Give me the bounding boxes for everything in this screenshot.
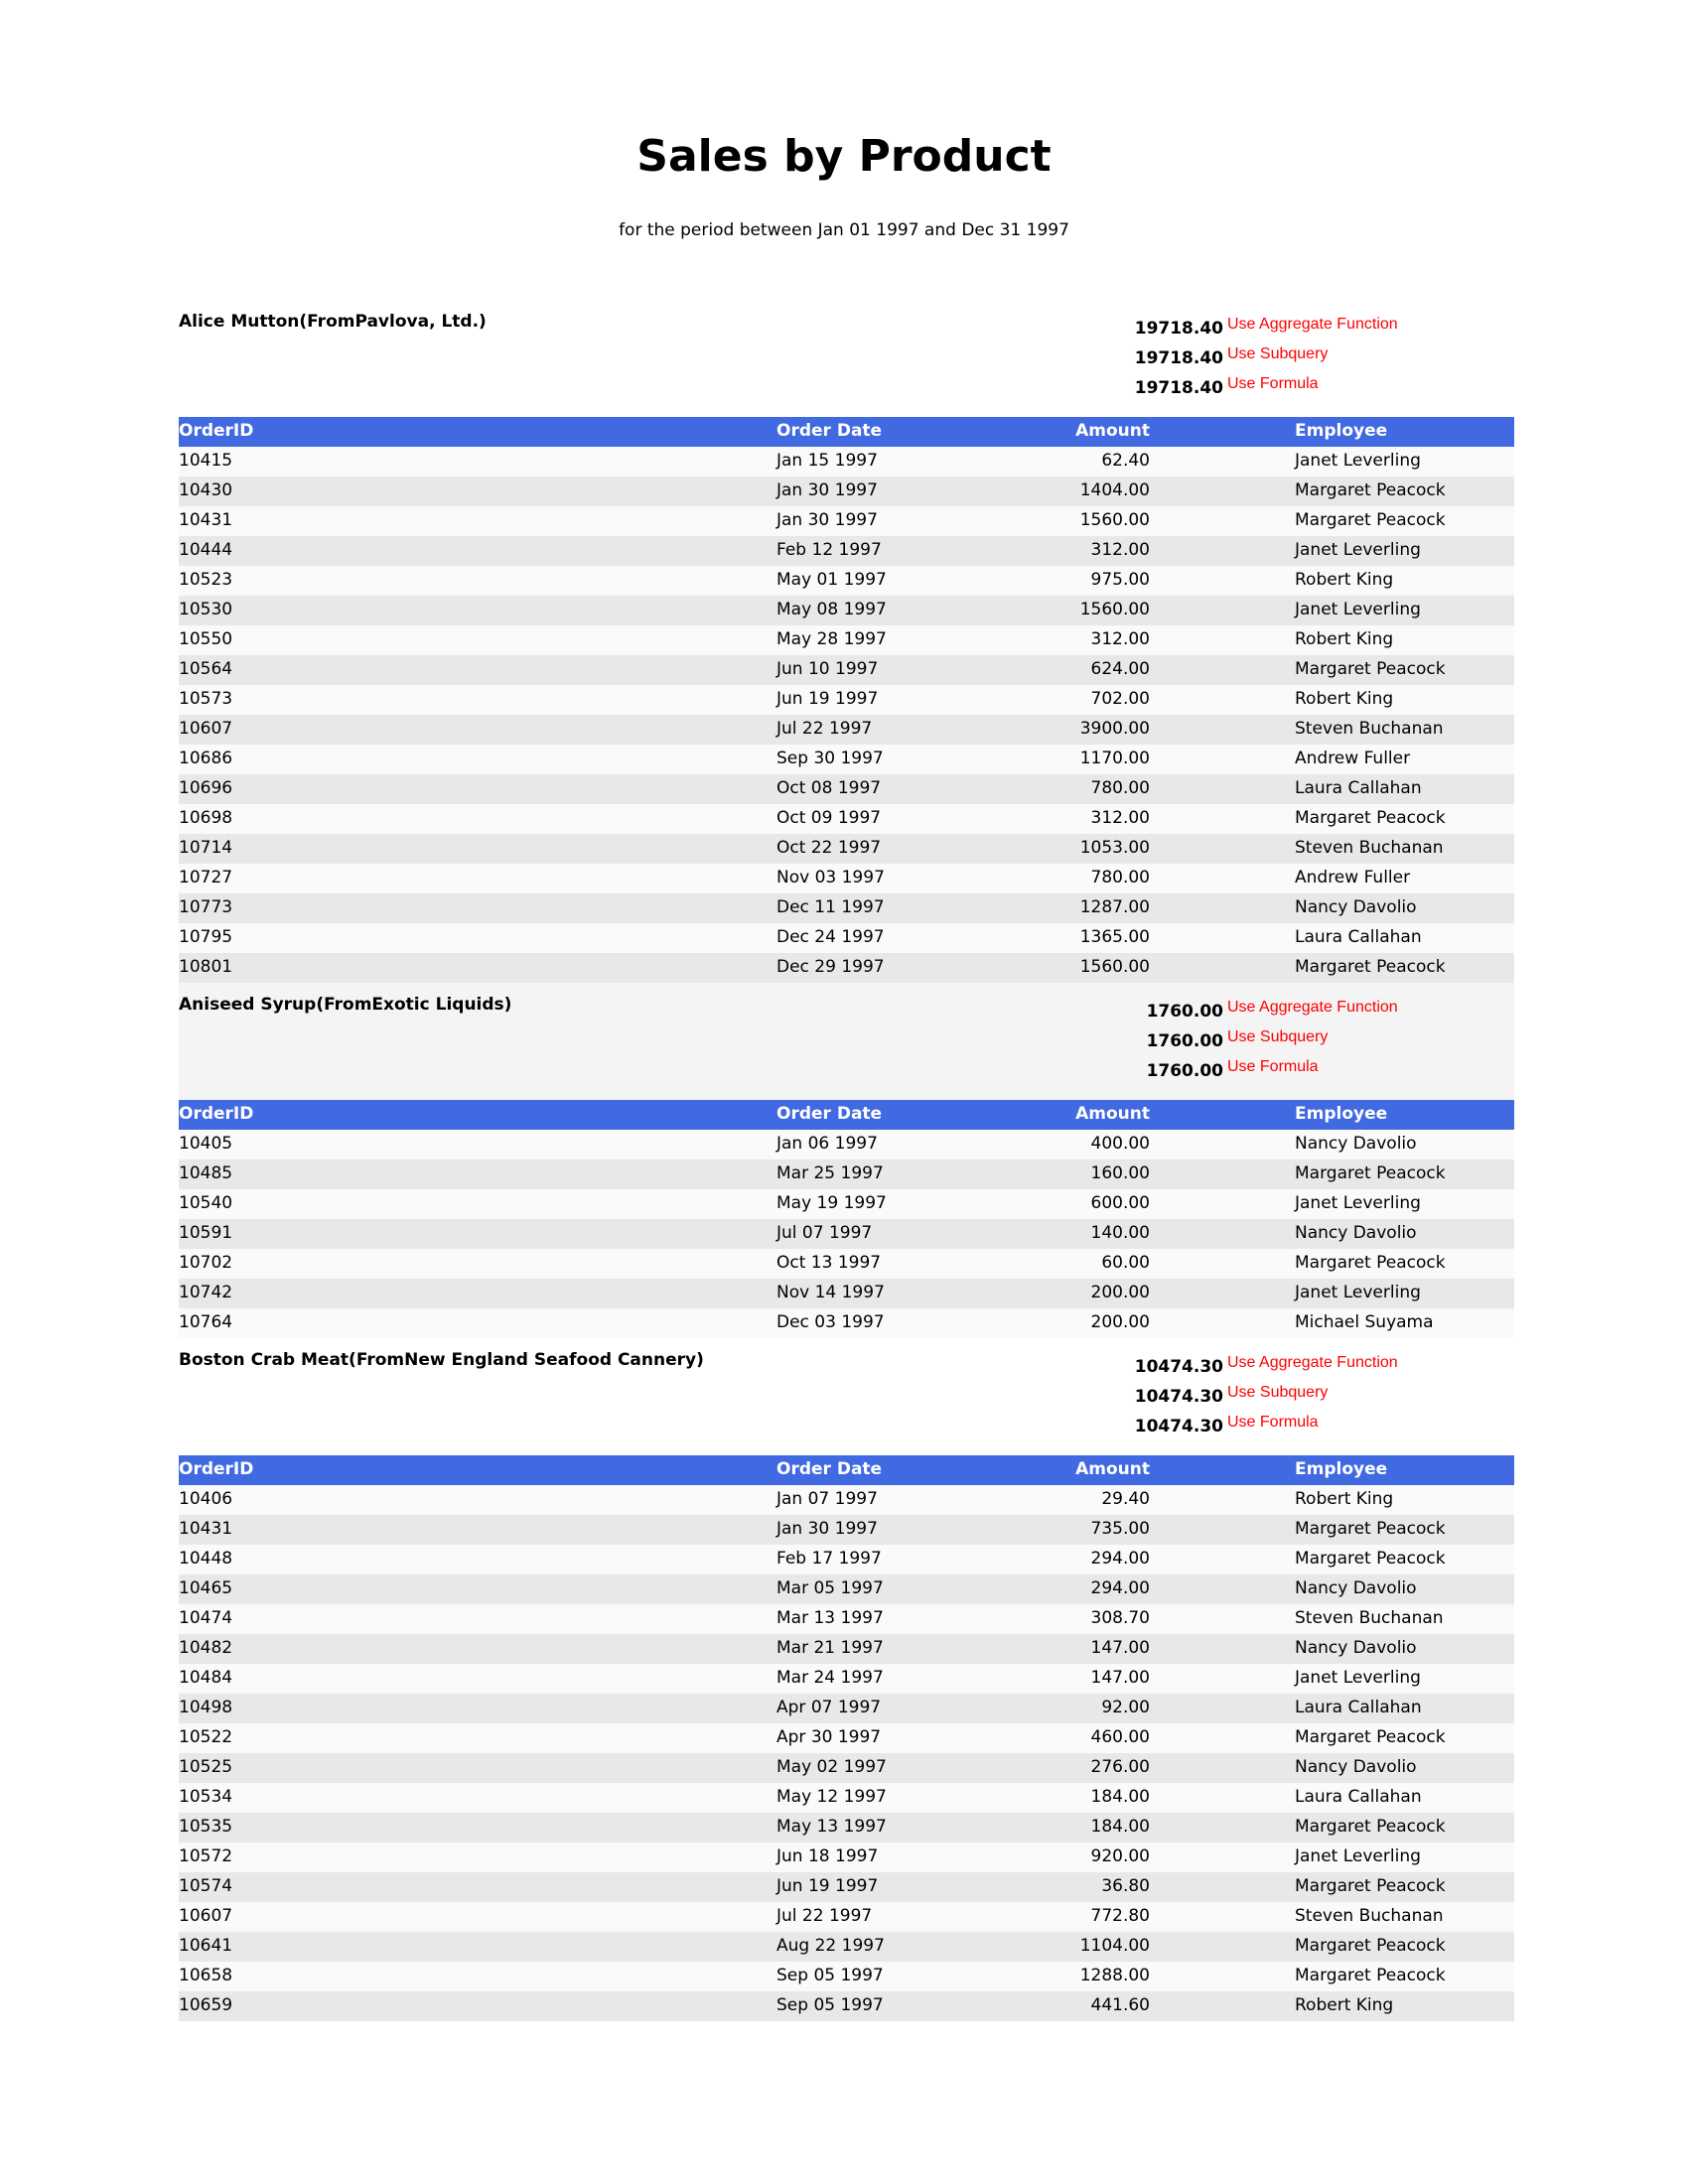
group-total-line bbox=[179, 1382, 1514, 1412]
report-body bbox=[179, 300, 1514, 2021]
order-id-cell: 10550 bbox=[179, 629, 233, 649]
amount-cell: 312.00 bbox=[1090, 540, 1150, 560]
table-row bbox=[179, 953, 1514, 983]
group-total-value: 1760.00 bbox=[1146, 1002, 1223, 1022]
report-subtitle: for the period between Jan 01 1997 and Dec 31 1997 bbox=[619, 220, 1069, 240]
employee-cell: Laura Callahan bbox=[1295, 778, 1422, 798]
order-date-cell: Feb 17 1997 bbox=[776, 1549, 882, 1569]
column-header-amount: Amount bbox=[1075, 1459, 1150, 1479]
table-row bbox=[179, 1279, 1514, 1308]
amount-cell: 1404.00 bbox=[1079, 480, 1150, 500]
amount-cell: 62.40 bbox=[1101, 451, 1150, 471]
employee-cell: Robert King bbox=[1295, 1995, 1394, 2015]
order-date-cell: May 12 1997 bbox=[776, 1787, 887, 1807]
group-total-line bbox=[179, 1412, 1514, 1441]
order-id-cell: 10795 bbox=[179, 927, 233, 947]
column-header-orderid: OrderID bbox=[179, 1104, 254, 1124]
order-id-cell: 10444 bbox=[179, 540, 233, 560]
order-date-cell: Nov 03 1997 bbox=[776, 868, 885, 887]
amount-cell: 1287.00 bbox=[1079, 897, 1150, 917]
employee-cell: Margaret Peacock bbox=[1295, 1253, 1446, 1273]
amount-cell: 312.00 bbox=[1090, 808, 1150, 828]
order-id-cell: 10564 bbox=[179, 659, 233, 679]
column-header-employee: Employee bbox=[1295, 421, 1388, 441]
order-id-cell: 10801 bbox=[179, 957, 233, 977]
employee-cell: Margaret Peacock bbox=[1295, 1549, 1446, 1569]
table-header-row bbox=[179, 1455, 1514, 1485]
amount-cell: 160.00 bbox=[1090, 1163, 1150, 1183]
amount-cell: 92.00 bbox=[1101, 1698, 1150, 1717]
order-date-cell: Jul 22 1997 bbox=[776, 719, 873, 739]
amount-cell: 441.60 bbox=[1090, 1995, 1150, 2015]
table-row bbox=[179, 1813, 1514, 1843]
table-row bbox=[179, 1130, 1514, 1160]
table-row bbox=[179, 745, 1514, 774]
employee-cell: Andrew Fuller bbox=[1295, 868, 1411, 887]
order-id-cell: 10525 bbox=[179, 1757, 233, 1777]
group-name: Boston Crab Meat(FromNew England Seafood Cannery) bbox=[179, 1350, 704, 1370]
group-total-value: 10474.30 bbox=[1134, 1387, 1223, 1407]
order-date-cell: Nov 14 1997 bbox=[776, 1283, 885, 1302]
amount-cell: 1560.00 bbox=[1079, 957, 1150, 977]
group-total-method-label: Use Formula bbox=[1227, 375, 1319, 392]
table-row bbox=[179, 1872, 1514, 1902]
order-date-cell: Mar 05 1997 bbox=[776, 1578, 884, 1598]
amount-cell: 147.00 bbox=[1090, 1668, 1150, 1688]
order-date-cell: Oct 22 1997 bbox=[776, 838, 882, 858]
order-id-cell: 10430 bbox=[179, 480, 233, 500]
group-header bbox=[179, 300, 1514, 417]
group-header bbox=[179, 1338, 1514, 1455]
order-date-cell: Jun 19 1997 bbox=[776, 689, 879, 709]
employee-cell: Nancy Davolio bbox=[1295, 897, 1417, 917]
group-total-line bbox=[179, 1352, 1514, 1382]
table-row bbox=[179, 864, 1514, 893]
employee-cell: Robert King bbox=[1295, 689, 1394, 709]
order-date-cell: Oct 09 1997 bbox=[776, 808, 882, 828]
table-row bbox=[179, 715, 1514, 745]
order-id-cell: 10540 bbox=[179, 1193, 233, 1213]
table-row bbox=[179, 1308, 1514, 1338]
amount-cell: 735.00 bbox=[1090, 1519, 1150, 1539]
group-total-value: 19718.40 bbox=[1134, 348, 1223, 368]
employee-cell: Margaret Peacock bbox=[1295, 510, 1446, 530]
group-total-method-label: Use Subquery bbox=[1227, 345, 1329, 362]
table-row bbox=[179, 1783, 1514, 1813]
column-header-employee: Employee bbox=[1295, 1459, 1388, 1479]
order-id-cell: 10498 bbox=[179, 1698, 233, 1717]
table-row bbox=[179, 655, 1514, 685]
order-id-cell: 10607 bbox=[179, 719, 233, 739]
table-row bbox=[179, 1249, 1514, 1279]
employee-cell: Michael Suyama bbox=[1295, 1312, 1434, 1332]
table-row bbox=[179, 1723, 1514, 1753]
employee-cell: Nancy Davolio bbox=[1295, 1757, 1417, 1777]
amount-cell: 36.80 bbox=[1101, 1876, 1150, 1896]
employee-cell: Margaret Peacock bbox=[1295, 659, 1446, 679]
table-row bbox=[179, 1902, 1514, 1932]
employee-cell: Robert King bbox=[1295, 570, 1394, 590]
order-date-cell: May 28 1997 bbox=[776, 629, 887, 649]
order-id-cell: 10485 bbox=[179, 1163, 233, 1183]
order-id-cell: 10714 bbox=[179, 838, 233, 858]
amount-cell: 140.00 bbox=[1090, 1223, 1150, 1243]
amount-cell: 60.00 bbox=[1101, 1253, 1150, 1273]
order-id-cell: 10534 bbox=[179, 1787, 233, 1807]
group-total-line bbox=[179, 1056, 1514, 1086]
order-id-cell: 10530 bbox=[179, 600, 233, 619]
amount-cell: 294.00 bbox=[1090, 1549, 1150, 1569]
employee-cell: Margaret Peacock bbox=[1295, 1876, 1446, 1896]
group-total-value: 1760.00 bbox=[1146, 1061, 1223, 1081]
table-row bbox=[179, 1932, 1514, 1962]
amount-cell: 184.00 bbox=[1090, 1787, 1150, 1807]
table-row bbox=[179, 1843, 1514, 1872]
employee-cell: Janet Leverling bbox=[1295, 1668, 1421, 1688]
group-total-line bbox=[179, 1026, 1514, 1056]
order-date-cell: Jul 22 1997 bbox=[776, 1906, 873, 1926]
order-id-cell: 10702 bbox=[179, 1253, 233, 1273]
order-id-cell: 10698 bbox=[179, 808, 233, 828]
group-total-method-label: Use Aggregate Function bbox=[1227, 1354, 1398, 1371]
table-row bbox=[179, 1515, 1514, 1545]
amount-cell: 1053.00 bbox=[1079, 838, 1150, 858]
order-id-cell: 10523 bbox=[179, 570, 233, 590]
amount-cell: 147.00 bbox=[1090, 1638, 1150, 1658]
amount-cell: 400.00 bbox=[1090, 1134, 1150, 1154]
order-id-cell: 10696 bbox=[179, 778, 233, 798]
amount-cell: 1288.00 bbox=[1079, 1966, 1150, 1985]
order-date-cell: Apr 30 1997 bbox=[776, 1727, 882, 1747]
column-header-orderid: OrderID bbox=[179, 421, 254, 441]
order-id-cell: 10482 bbox=[179, 1638, 233, 1658]
employee-cell: Janet Leverling bbox=[1295, 451, 1421, 471]
employee-cell: Janet Leverling bbox=[1295, 540, 1421, 560]
table-row bbox=[179, 1574, 1514, 1604]
employee-cell: Steven Buchanan bbox=[1295, 1608, 1444, 1628]
table-row bbox=[179, 774, 1514, 804]
order-id-cell: 10742 bbox=[179, 1283, 233, 1302]
amount-cell: 772.80 bbox=[1090, 1906, 1150, 1926]
order-date-cell: Dec 03 1997 bbox=[776, 1312, 885, 1332]
table-row bbox=[179, 1962, 1514, 1991]
order-id-cell: 10405 bbox=[179, 1134, 233, 1154]
table-row bbox=[179, 447, 1514, 477]
order-id-cell: 10522 bbox=[179, 1727, 233, 1747]
employee-cell: Robert King bbox=[1295, 1489, 1394, 1509]
table-row bbox=[179, 685, 1514, 715]
report-title: Sales by Product bbox=[636, 131, 1052, 182]
employee-cell: Steven Buchanan bbox=[1295, 1906, 1444, 1926]
amount-cell: 702.00 bbox=[1090, 689, 1150, 709]
order-id-cell: 10431 bbox=[179, 1519, 233, 1539]
group-total-value: 10474.30 bbox=[1134, 1417, 1223, 1436]
group-total-line bbox=[179, 343, 1514, 373]
order-date-cell: Jan 30 1997 bbox=[776, 510, 878, 530]
employee-cell: Margaret Peacock bbox=[1295, 1936, 1446, 1956]
order-id-cell: 10573 bbox=[179, 689, 233, 709]
table-header-row bbox=[179, 1100, 1514, 1130]
amount-cell: 1170.00 bbox=[1079, 749, 1150, 768]
employee-cell: Margaret Peacock bbox=[1295, 808, 1446, 828]
table-row bbox=[179, 596, 1514, 625]
order-date-cell: Jan 30 1997 bbox=[776, 480, 878, 500]
amount-cell: 780.00 bbox=[1090, 868, 1150, 887]
employee-cell: Laura Callahan bbox=[1295, 1698, 1422, 1717]
employee-cell: Andrew Fuller bbox=[1295, 749, 1411, 768]
table-row bbox=[179, 1485, 1514, 1515]
order-date-cell: Sep 30 1997 bbox=[776, 749, 884, 768]
amount-cell: 1560.00 bbox=[1079, 510, 1150, 530]
order-date-cell: Jun 18 1997 bbox=[776, 1846, 879, 1866]
order-date-cell: Mar 13 1997 bbox=[776, 1608, 884, 1628]
order-id-cell: 10727 bbox=[179, 868, 233, 887]
order-id-cell: 10659 bbox=[179, 1995, 233, 2015]
order-id-cell: 10591 bbox=[179, 1223, 233, 1243]
order-date-cell: May 13 1997 bbox=[776, 1817, 887, 1837]
table-row bbox=[179, 1604, 1514, 1634]
table-row bbox=[179, 1694, 1514, 1723]
employee-cell: Steven Buchanan bbox=[1295, 838, 1444, 858]
column-header-amount: Amount bbox=[1075, 1104, 1150, 1124]
column-header-order-date: Order Date bbox=[776, 1104, 883, 1124]
order-date-cell: Oct 13 1997 bbox=[776, 1253, 882, 1273]
order-date-cell: May 08 1997 bbox=[776, 600, 887, 619]
employee-cell: Steven Buchanan bbox=[1295, 719, 1444, 739]
order-date-cell: Jan 15 1997 bbox=[776, 451, 878, 471]
group-total-method-label: Use Aggregate Function bbox=[1227, 316, 1398, 333]
order-id-cell: 10641 bbox=[179, 1936, 233, 1956]
table-row bbox=[179, 1189, 1514, 1219]
group-total-method-label: Use Formula bbox=[1227, 1058, 1319, 1075]
employee-cell: Margaret Peacock bbox=[1295, 1966, 1446, 1985]
order-id-cell: 10474 bbox=[179, 1608, 233, 1628]
order-date-cell: May 19 1997 bbox=[776, 1193, 887, 1213]
order-id-cell: 10764 bbox=[179, 1312, 233, 1332]
amount-cell: 294.00 bbox=[1090, 1578, 1150, 1598]
group-total-value: 10474.30 bbox=[1134, 1357, 1223, 1377]
table-row bbox=[179, 506, 1514, 536]
group-name: Alice Mutton(FromPavlova, Ltd.) bbox=[179, 312, 487, 332]
employee-cell: Margaret Peacock bbox=[1295, 1519, 1446, 1539]
amount-cell: 200.00 bbox=[1090, 1312, 1150, 1332]
order-date-cell: May 02 1997 bbox=[776, 1757, 887, 1777]
group-total-value: 19718.40 bbox=[1134, 319, 1223, 339]
employee-cell: Nancy Davolio bbox=[1295, 1638, 1417, 1658]
group-total-method-label: Use Formula bbox=[1227, 1414, 1319, 1431]
amount-cell: 780.00 bbox=[1090, 778, 1150, 798]
table-row bbox=[179, 536, 1514, 566]
employee-cell: Laura Callahan bbox=[1295, 1787, 1422, 1807]
order-date-cell: May 01 1997 bbox=[776, 570, 887, 590]
order-id-cell: 10773 bbox=[179, 897, 233, 917]
table-header-row bbox=[179, 417, 1514, 447]
employee-cell: Margaret Peacock bbox=[1295, 1727, 1446, 1747]
amount-cell: 1365.00 bbox=[1079, 927, 1150, 947]
group-header bbox=[179, 983, 1514, 1100]
amount-cell: 312.00 bbox=[1090, 629, 1150, 649]
amount-cell: 624.00 bbox=[1090, 659, 1150, 679]
amount-cell: 1560.00 bbox=[1079, 600, 1150, 619]
amount-cell: 1104.00 bbox=[1079, 1936, 1150, 1956]
employee-cell: Robert King bbox=[1295, 629, 1394, 649]
table-row bbox=[179, 1160, 1514, 1189]
order-date-cell: Mar 25 1997 bbox=[776, 1163, 884, 1183]
order-date-cell: Dec 29 1997 bbox=[776, 957, 885, 977]
amount-cell: 308.70 bbox=[1090, 1608, 1150, 1628]
order-date-cell: Jan 06 1997 bbox=[776, 1134, 878, 1154]
employee-cell: Nancy Davolio bbox=[1295, 1578, 1417, 1598]
group-total-method-label: Use Subquery bbox=[1227, 1028, 1329, 1045]
table-row bbox=[179, 804, 1514, 834]
group-total-method-label: Use Subquery bbox=[1227, 1384, 1329, 1401]
column-header-order-date: Order Date bbox=[776, 1459, 883, 1479]
employee-cell: Laura Callahan bbox=[1295, 927, 1422, 947]
amount-cell: 460.00 bbox=[1090, 1727, 1150, 1747]
group-total-line bbox=[179, 314, 1514, 343]
table-row bbox=[179, 625, 1514, 655]
group-total-line bbox=[179, 373, 1514, 403]
amount-cell: 276.00 bbox=[1090, 1757, 1150, 1777]
amount-cell: 600.00 bbox=[1090, 1193, 1150, 1213]
table-row bbox=[179, 1634, 1514, 1664]
order-date-cell: Dec 24 1997 bbox=[776, 927, 885, 947]
employee-cell: Nancy Davolio bbox=[1295, 1223, 1417, 1243]
employee-cell: Janet Leverling bbox=[1295, 1283, 1421, 1302]
order-date-cell: Aug 22 1997 bbox=[776, 1936, 885, 1956]
employee-cell: Margaret Peacock bbox=[1295, 1163, 1446, 1183]
group-total-line bbox=[179, 997, 1514, 1026]
amount-cell: 200.00 bbox=[1090, 1283, 1150, 1302]
orders-table bbox=[179, 1100, 1514, 1338]
order-id-cell: 10574 bbox=[179, 1876, 233, 1896]
order-id-cell: 10431 bbox=[179, 510, 233, 530]
orders-table bbox=[179, 417, 1514, 983]
order-date-cell: Jan 07 1997 bbox=[776, 1489, 878, 1509]
order-id-cell: 10406 bbox=[179, 1489, 233, 1509]
order-date-cell: Mar 24 1997 bbox=[776, 1668, 884, 1688]
column-header-amount: Amount bbox=[1075, 421, 1150, 441]
orders-table bbox=[179, 1455, 1514, 2021]
order-date-cell: Dec 11 1997 bbox=[776, 897, 885, 917]
employee-cell: Janet Leverling bbox=[1295, 1846, 1421, 1866]
group-total-value: 1760.00 bbox=[1146, 1031, 1223, 1051]
amount-cell: 29.40 bbox=[1101, 1489, 1150, 1509]
group-total-value: 19718.40 bbox=[1134, 378, 1223, 398]
group-total-method-label: Use Aggregate Function bbox=[1227, 999, 1398, 1016]
order-id-cell: 10535 bbox=[179, 1817, 233, 1837]
employee-cell: Margaret Peacock bbox=[1295, 957, 1446, 977]
order-date-cell: Jul 07 1997 bbox=[776, 1223, 873, 1243]
amount-cell: 920.00 bbox=[1090, 1846, 1150, 1866]
order-date-cell: Sep 05 1997 bbox=[776, 1966, 884, 1985]
order-date-cell: Jan 30 1997 bbox=[776, 1519, 878, 1539]
order-date-cell: Sep 05 1997 bbox=[776, 1995, 884, 2015]
employee-cell: Janet Leverling bbox=[1295, 1193, 1421, 1213]
order-id-cell: 10658 bbox=[179, 1966, 233, 1985]
order-id-cell: 10572 bbox=[179, 1846, 233, 1866]
employee-cell: Margaret Peacock bbox=[1295, 1817, 1446, 1837]
column-header-order-date: Order Date bbox=[776, 421, 883, 441]
employee-cell: Nancy Davolio bbox=[1295, 1134, 1417, 1154]
table-row bbox=[179, 1991, 1514, 2021]
group-name: Aniseed Syrup(FromExotic Liquids) bbox=[179, 995, 512, 1015]
table-row bbox=[179, 834, 1514, 864]
order-date-cell: Oct 08 1997 bbox=[776, 778, 882, 798]
order-date-cell: Feb 12 1997 bbox=[776, 540, 882, 560]
table-row bbox=[179, 893, 1514, 923]
amount-cell: 3900.00 bbox=[1079, 719, 1150, 739]
order-date-cell: Jun 19 1997 bbox=[776, 1876, 879, 1896]
order-id-cell: 10465 bbox=[179, 1578, 233, 1598]
order-id-cell: 10415 bbox=[179, 451, 233, 471]
employee-cell: Margaret Peacock bbox=[1295, 480, 1446, 500]
table-row bbox=[179, 1664, 1514, 1694]
order-id-cell: 10484 bbox=[179, 1668, 233, 1688]
employee-cell: Janet Leverling bbox=[1295, 600, 1421, 619]
table-row bbox=[179, 1753, 1514, 1783]
order-date-cell: Apr 07 1997 bbox=[776, 1698, 882, 1717]
order-date-cell: Mar 21 1997 bbox=[776, 1638, 884, 1658]
order-id-cell: 10448 bbox=[179, 1549, 233, 1569]
table-row bbox=[179, 1545, 1514, 1574]
table-row bbox=[179, 477, 1514, 506]
column-header-employee: Employee bbox=[1295, 1104, 1388, 1124]
amount-cell: 184.00 bbox=[1090, 1817, 1150, 1837]
amount-cell: 975.00 bbox=[1090, 570, 1150, 590]
column-header-orderid: OrderID bbox=[179, 1459, 254, 1479]
table-row bbox=[179, 1219, 1514, 1249]
order-id-cell: 10607 bbox=[179, 1906, 233, 1926]
table-row bbox=[179, 923, 1514, 953]
order-date-cell: Jun 10 1997 bbox=[776, 659, 879, 679]
order-id-cell: 10686 bbox=[179, 749, 233, 768]
table-row bbox=[179, 566, 1514, 596]
